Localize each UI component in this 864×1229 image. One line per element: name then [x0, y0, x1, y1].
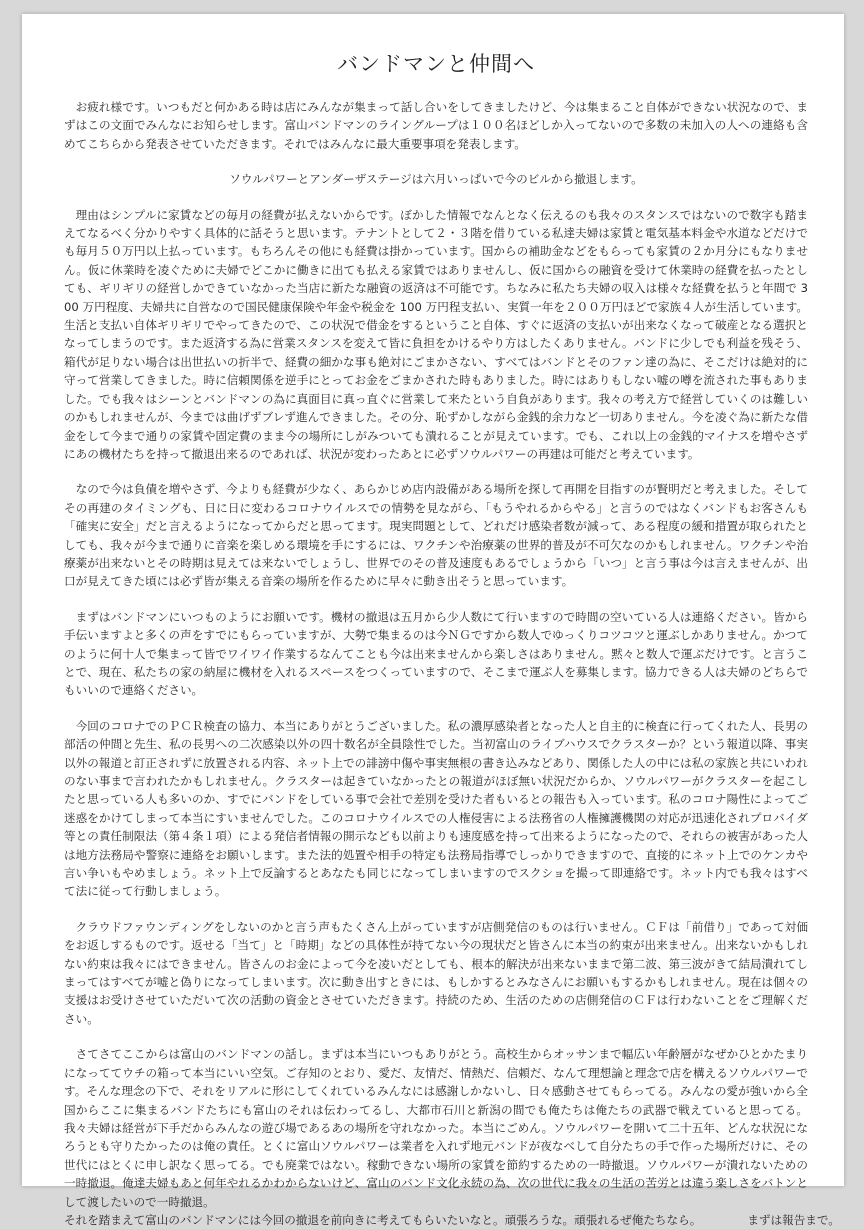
closing-signoff: まずは報告まで。	[747, 1212, 840, 1227]
paragraph-announcement: ソウルパワーとアンダーザステージは六月いっぱいで今のビルから撤退します。	[229, 172, 643, 187]
paragraph-request: まずはバンドマンにいつものようにお願いです。機材の撤退は五月から少人数にて行いますので時間の空いている人は連絡ください。皆から手伝いますよと多くの声をすでにもらっていますが、大勢で集まるのは今ＮＧですから数人でゆっくりコツコツと運ぶしかありません。かつてのように何十人で集まって皆でワイワイ作業するなんてことも今は出来ませんから楽しさはありません。黙々と数人で運ぶだけです。と言うことで、現在、私たちの家の納屋に機材を入れるスペースをつくっていますので、そこまで運ぶ人を募集します。協力できる人は夫婦のどちらでもいいので連絡ください。	[64, 609, 808, 698]
document-title: バンドマンと仲間へ	[337, 52, 535, 76]
paragraph-pcr: 今回のコロナでのＰＣＲ検査の協力、本当にありがとうございました。私の濃厚感染者となった人と自主的に検査に行ってくれた人、長男の部活の仲間と先生、私の長男への二次感染以外の四十数名が全員陰性でした。当初富山のライブハウスでクラスターか？という報道以降、事実以外の報道と訂正されずに放置される内容、ネット上での誹謗中傷や事実無根の書き込みなどあり、関係した人の中には私の家族と共にいわれのない事まで言われたかもしれません。クラスターは起きていなかったとの報道がほぼ無い状況だからか、ソウルパワーがクラスターを起こしたと思っている人も多いのか、すでにバンドをしている事で会社で差別を受けた者もいるとの報告も入っています。私のコロナ陽性によってご迷惑をかけてしまって本当にすいませんでした。このコロナウイルスでの人権侵害による法務省の人権擁護機関の対応が迅速化されプロバイダ等との責任制限法（第４条１項）による発信者情報の開示なども以前よりも速度感を持って出来るようになったので、それらの被害があった人は地方法務局や警察に連絡をお願いします。また法的処置や相手の特定も法務局指導でしっかりできますので、直接的にネット上でのケンカや言い争いもやめましょう。ネット上で反論するとあなたも同じになってしまいますのでスクショを撮って即連絡です。ネット内でも我々はすべて法に従って行動しましょう。	[64, 718, 808, 899]
closing-text: それを踏まえて富山のバンドマンには今回の撤退を前向きに考えてもらいたいなと。頑張ろうな。頑張れるぜ俺たちなら。	[64, 1212, 702, 1227]
paragraph-plan: なので今は負債を増やさず、今よりも経費が少なく、あらかじめ店内設備がある場所を探して再開を目指すのが賢明だと考えました。そしてその再建のタイミングも、日に日に変わるコロナウイルスでの情勢を見ながら、「もうやれるからやる」と言うのではなくバンドもお客さんも「確実に安全」だと言えるようになってからだと思ってます。現実問題として、どれだけ感染者数が減って、ある程度の緩和措置が取られたとしても、我々が今まで通りに音楽を楽しめる環境を手にするには、ワクチンや治療薬の世界的普及が不可欠なのかもしれません。ワクチンや治療薬が出来ないとその時期は見えては来ないでしょうし、世界でのその普及速度もあるでしょうから「いつ」と言う事は今は言えませんが、出口が見えてきた頃には必ず皆が集える音楽の場所を作るために早々に動き出そうと思っています。	[64, 482, 808, 589]
paragraph-reason: 理由はシンプルに家賃などの毎月の経費が払えないからです。ぼかした情報でなんとなく伝えるのも我々のスタンスではないので数字も踏まえてなるべく分かりやすく具体的に話そうと思います。テナントとして２・３階を借りている私達夫婦は家賃と電気基本料金や水道などだけでも毎月５０万円以上払っています。もちろんその他にも経費は掛かっています。国からの補助金などをもらっても家賃の２か月分にもなりません。仮に休業時を凌ぐために夫婦でどこかに働きに出ても払える家賃ではありませんし、仮に国からの融資を受けて休業時の経費を払ったとしても、ギリギリの経営しかできていなかった当店に新たな融資の返済は不可能です。ちなみに私たち夫婦の収入は様々な経費を払うと年間で 300 万円程度、夫婦共に自営なので国民健康保険や年金や税金を 100 万円程支払い、実質一年を２００万円ほどで家族４人が生活しています。生活と支払い自体ギリギリでやってきたので、この状況で借金をするということ自体、すぐに返済の支払いが出来なくなって破産となる選択となってしまうのです。また返済する為に営業スタンスを変えて皆に負担をかけるやり方はしたくありません。バンドに少しでも利益を残そう、箱代が足りない場合は出世払いの折半で、経費の細かな事も絶対にごまかさない、すべてはバンドとそのファン達の為に、そこだけは絶対的に守って営業してきました。時に信頼関係を逆手にとってお金をごまかされた時もありました。時にはありもしない嘘の噂を流された事もありました。でも我々はシーンとバンドマンの為に真面目に真っ直ぐに営業して来たという自負があります。我々の考え方で経営していくのは難しいのかもしれませんが、今までは曲げずブレず進んできました。その分、恥ずかしながら金銭的余力など一切ありません。今を凌ぐ為に新たな借金をして今まで通りの家賃や固定費のまま今の場所にしがみついても潰れることが見えています。でも、これ以上の金銭的マイナスを増やさずにあの機材たちを持って撤退出来るのであれば、状況が変わったあとに必ずソウルパワーの再建は可能だと考えています。	[64, 207, 808, 461]
document-sheet	[22, 14, 844, 1227]
paragraph-bandmen: さてさてここからは富山のバンドマンの話し。まずは本当にいつもありがとう。高校生からオッサンまで幅広い年齢層がなぜかひとかたまりになっててウチの箱って本当にいい空気。ご存知のとおり、愛だ、友情だ、情熱だ、信頼だ、なんて理想論と理念で店を構えるソウルパワーです。そんな理念の下で、それをリアルに形にしてくれているみんなには感謝しかないし、日々感動させてもらってる。みんなの愛が強いから全国からここに集まるバンドたちにも富山のそれは伝わってるし、大都市石川と新潟の間でも俺たちは俺たちの武器で戦えていると思ってる。我々夫婦は経営が下手だからみんなの遊び場であるあの場所を守れなかった。本当にごめん。ソウルパワーを開いて二十五年、どんな状況になろうとも守りたかったのは俺の責任。とくに富山ソウルパワーは業者を入れず地元バンドが夜なべして自分たちの手で作った場所だけに、その世代にはとくに申し訳なく思ってる。でも廃業ではない。稼動できない場所の家賃を節約するための一時撤退。ソウルパワーが潰れないための一時撤退。俺達夫婦もあと何年やれるかわからないけど、富山のバンド文化永続の為、次の世代に我々の生活の苦労とは違う楽しさをバトンとして渡したいので一時撤退。	[64, 1047, 808, 1209]
paragraph-crowdfunding: クラウドファウンディングをしないのかと言う声もたくさん上がっていますが店側発信のものは行いません。ＣＦは「前借り」であって対価をお返しするものです。返せる「当て」と「時期」などの具体性が持てない今の現状だと皆さんに本当の約束が出来ません。出来ないかもしれない約束は我々にはできません。皆さんのお金によって今を凌いだとしても、根本的解決が出来ないままで第二波、第三波がきて結局潰れてしまってはすべてが嘘と偽りになってしまいます。次に動き出すときには、もしかするとみなさんにお願いもするかもしれません。現在は個々の支援はお受けさせていただいて次の活動の資金とさせていただきます。持続のため、生活のための店側発信のＣＦは行わないことをご理解ください。	[64, 919, 808, 1026]
closing-line	[64, 1211, 840, 1229]
paragraph-intro: お疲れ様です。いつもだと何かある時は店にみんなが集まって話し合いをしてきましたけど、今は集まること自体ができない状況なので、まずはこの文面でみんなにお知らせします。富山バンドマンのライングループは１００名ほどしか入ってないので多数の未加入の人への連絡も含めてこちらから発表させていただきます。それではみんなに最大重要事項を発表します。	[64, 100, 808, 151]
